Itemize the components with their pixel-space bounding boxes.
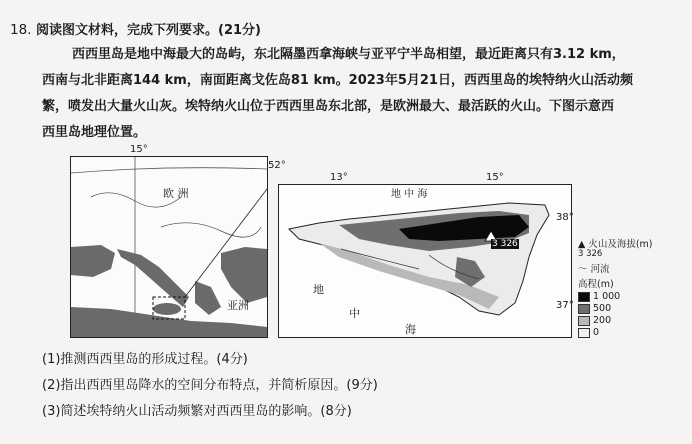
paragraph-line-2: 西南与北非距离144 km，南面距离戈佐岛81 km。2023年5月21日，西西里岛的埃特纳火山活动频 <box>42 73 633 88</box>
volcano-icon: ▲ <box>578 239 586 250</box>
label-europe: 欧 洲 <box>163 187 189 200</box>
legend-level-500 <box>578 303 611 314</box>
swatch-1000 <box>578 292 590 302</box>
subquestion-3: (3)简述埃特纳火山活动频繁对西西里岛的影响。(8分) <box>42 404 352 419</box>
locator-map <box>70 156 268 338</box>
river-icon: 〜 <box>578 264 588 275</box>
legend-level-200 <box>578 315 611 326</box>
label-lat-38: 38° <box>556 212 574 223</box>
label-lat-37: 37° <box>556 300 574 311</box>
sea-label-bottom: 海 <box>405 323 416 336</box>
swatch-500 <box>578 304 590 314</box>
question-title: 阅读图文材料，完成下列要求。(21分) <box>36 23 261 38</box>
label-lon-15b: 15° <box>486 172 504 183</box>
sea-label-mid: 中 <box>349 307 360 320</box>
sicily-map-graphic <box>279 185 571 337</box>
parallel-line <box>71 168 267 173</box>
land-greece <box>195 281 221 315</box>
swatch-0 <box>578 328 590 338</box>
paragraph-line-3: 繁，喷发出大量火山灰。埃特纳火山位于西西里岛东北部，是欧洲最大、最活跃的火山。下图示意西 <box>42 99 615 114</box>
legend-level-label: 200 <box>593 315 612 326</box>
sea-label-top: 地 中 海 <box>391 189 428 200</box>
river <box>161 223 261 237</box>
land-sicily <box>153 303 181 315</box>
subquestion-2: (2)指出西西里岛降水的空间分布特点，并简析原因。(9分) <box>42 378 378 393</box>
legend-volcano <box>578 236 653 250</box>
paragraph-line-4: 西里岛地理位置。 <box>42 125 147 140</box>
legend-river <box>578 261 610 275</box>
legend-level-1000 <box>578 291 620 302</box>
label-asia: 亚洲 <box>227 299 249 312</box>
label-lon-13: 13° <box>330 172 348 183</box>
land-balkans <box>221 247 267 303</box>
legend-level-0 <box>578 327 599 338</box>
subquestion-1: (1)推测西西里岛的形成过程。(4分) <box>42 352 248 367</box>
label-lon-15: 15° <box>130 144 148 155</box>
land-iberia <box>71 245 115 277</box>
sicily-map <box>278 184 572 338</box>
paragraph-line-1: 西西里岛是地中海最大的岛屿，东北隔墨西拿海峡与亚平宁半岛相望，最近距离只有3.12 km， <box>72 47 625 62</box>
legend-elevation-title: 高程(m) <box>578 279 614 290</box>
sea-label-left: 地 <box>313 283 324 296</box>
swatch-200 <box>578 316 590 326</box>
legend-river-label: 河流 <box>590 264 610 275</box>
legend-level-label: 500 <box>593 303 612 314</box>
question-number: 18. <box>10 22 32 38</box>
peak-label: 3 326 <box>492 239 518 249</box>
label-lat-52: 52° <box>268 160 286 171</box>
legend-volcano-label: 火山及海拔(m) <box>588 239 653 250</box>
legend-level-label: 1 000 <box>593 291 621 302</box>
map-legend <box>578 236 686 346</box>
legend-level-label: 0 <box>593 327 600 338</box>
legend-volcano-value: 3 326 <box>578 249 603 259</box>
